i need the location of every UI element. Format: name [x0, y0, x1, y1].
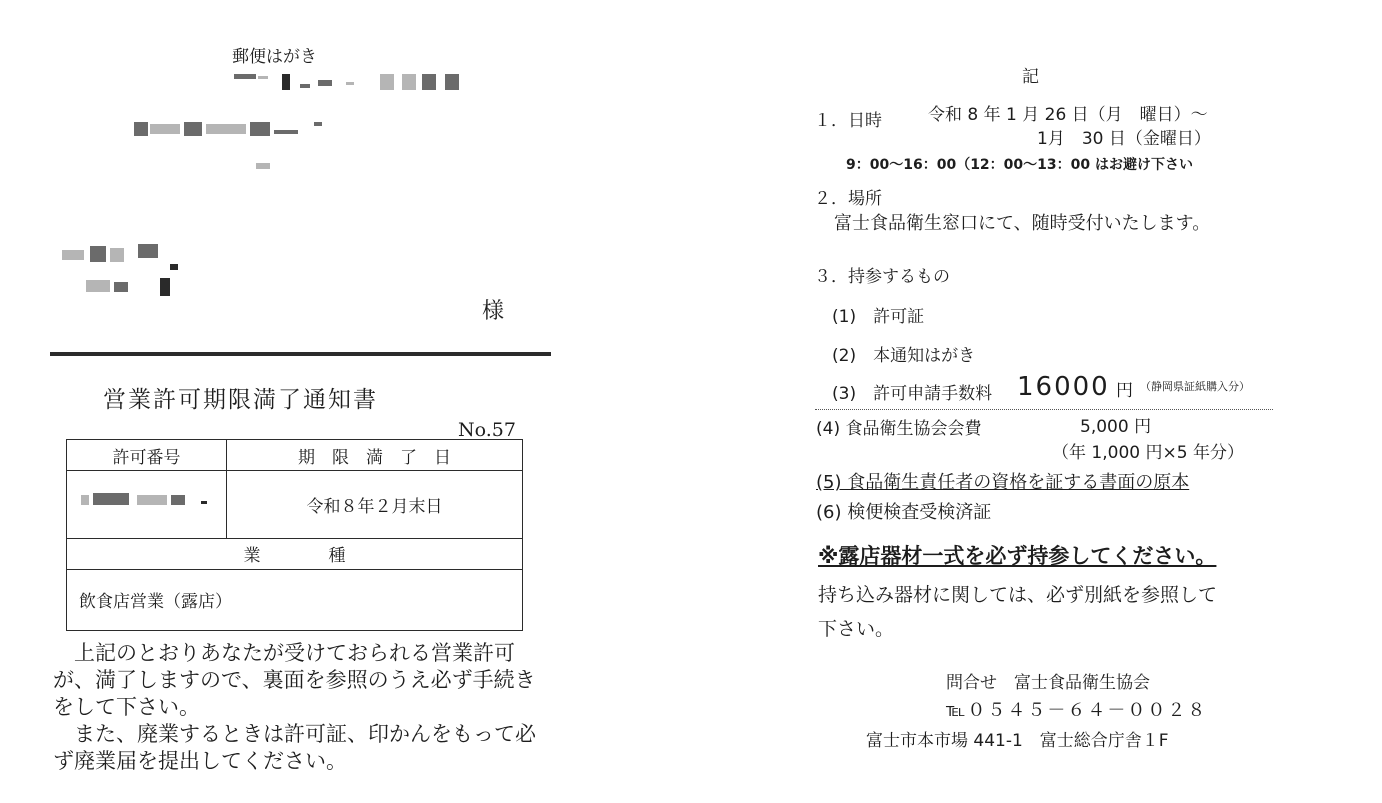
- equipment-warning: ※露店器材一式を必ず持参してください。: [818, 544, 1217, 568]
- item1-date-end: 1月 30 日（金曜日）: [1037, 129, 1211, 149]
- header-expiry-date: 期 限 満 了 日: [227, 440, 523, 471]
- item3-membership-amount: 5,000 円: [1080, 417, 1152, 437]
- reference-line-1: 持ち込み器材に関しては、必ず別紙を参照して: [818, 584, 1218, 606]
- item3-membership-note: （年 1,000 円×5 年分）: [1052, 443, 1244, 463]
- contact-phone: ℡０５４５－６４－００２８: [946, 700, 1208, 721]
- notice-title: 営業許可期限満了通知書: [103, 387, 378, 413]
- honorific-sama: 様: [482, 299, 505, 324]
- item2-label: ２．場所: [814, 189, 882, 209]
- reference-line-2: 下さい。: [818, 618, 895, 640]
- header-business-type: 業 種: [67, 538, 523, 569]
- item3-fee-amount: 16000: [1017, 372, 1110, 402]
- item3-stool-test: (6) 検便検査受検済証: [816, 502, 992, 523]
- notice-paragraph-2: また、廃業するときは許可証、印かんをもって必ず廃業届を提出してください。: [53, 722, 536, 773]
- item3-membership-label: (4) 食品衛生協会会費: [816, 419, 982, 439]
- dotted-divider: [815, 409, 1273, 410]
- item3-postcard: (2) 本通知はがき: [832, 346, 976, 366]
- item3-fee-unit: 円: [1116, 381, 1133, 401]
- item3-certificate: (5) 食品衛生責任者の資格を証する書面の原本: [816, 472, 1190, 493]
- item1-label: １．日時: [814, 111, 882, 131]
- notice-body: [53, 640, 548, 775]
- item1-date-start: 令和 8 年 1 月 26 日（月 曜日）〜: [928, 105, 1208, 125]
- item2-location: 富士食品衛生窓口にて、随時受付いたします。: [834, 213, 1211, 234]
- permit-number-redacted: [67, 471, 227, 538]
- item3-fee-label: (3) 許可申請手数料: [832, 384, 993, 404]
- item3-fee-note: （静岡県証紙購入分）: [1140, 380, 1250, 393]
- business-type-value: 飲食店営業（露店）: [67, 569, 523, 630]
- postal-card-label: 郵便はがき: [232, 47, 317, 67]
- notice-paragraph-1: 上記のとおりあなたが受けておられる営業許可が、満了しますので、裏面を参照のうえ必ず手続きをして下さい。: [53, 641, 536, 719]
- contact-label: 問合せ 富士食品衛生協会: [946, 673, 1150, 693]
- item3-permit: (1) 許可証: [832, 307, 925, 327]
- item1-hours: 9：00〜16：00（12：00〜13：00 はお避け下さい: [846, 157, 1193, 173]
- document-number: No.57: [458, 419, 516, 441]
- ki-heading: 記: [1022, 67, 1039, 87]
- permit-table: [66, 439, 523, 631]
- expiry-date-value: 令和８年２月末日: [227, 471, 523, 538]
- contact-address: 富士市本市場 441-1 富士総合庁舎１F: [866, 731, 1169, 751]
- item3-label: ３．持参するもの: [814, 267, 950, 287]
- divider-line: [50, 352, 551, 356]
- header-permit-number: 許可番号: [67, 440, 227, 471]
